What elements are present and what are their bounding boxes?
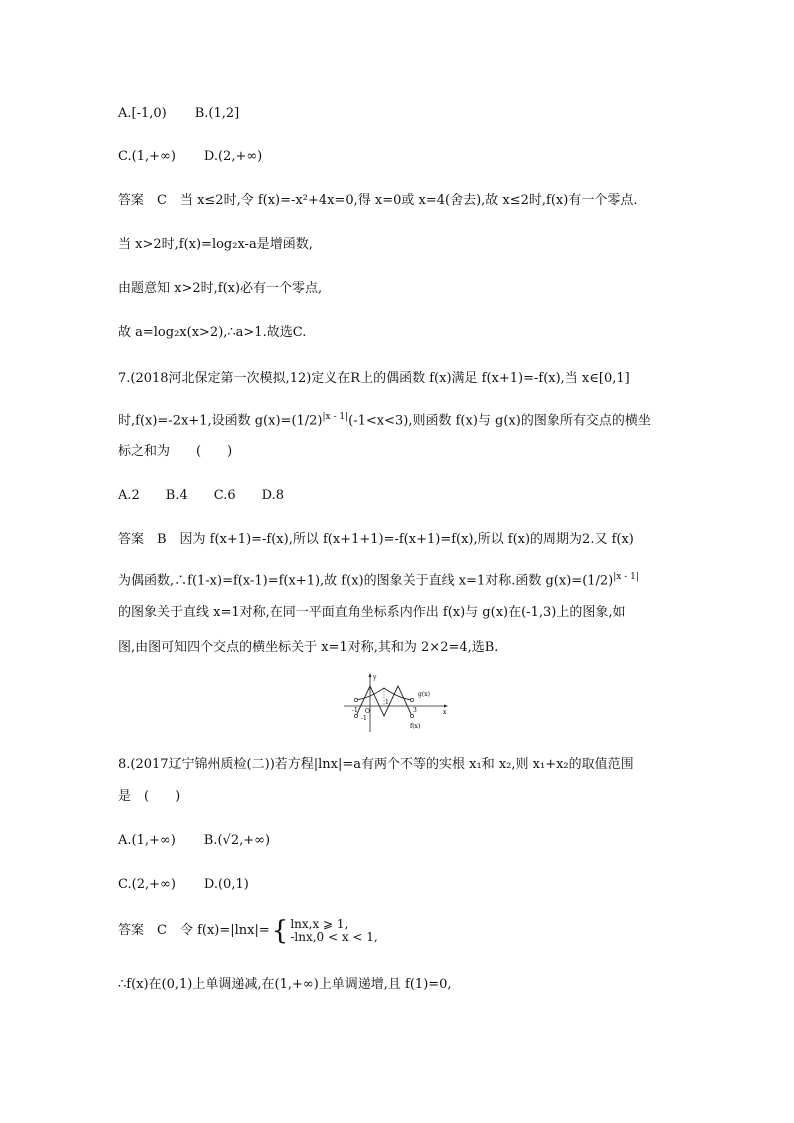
case-2: -lnx,0 < x < 1, (290, 930, 378, 944)
q7-answer-line2: 为偶函数,∴f(1-x)=f(x-1)=f(x+1),故 f(x)的图象关于直线 x=1对称.函数 $g(x)=(1/2)^{|x - 1|}$ (118, 572, 639, 589)
q6-option-d: D.(2,+∞) (203, 149, 263, 164)
q7-stem-line1: 7.(2018河北保定第一次模拟,12)定义在R上的偶函数 f(x)满足 f(x+1)=-f(x),当 x∈[0,1] (118, 371, 630, 386)
g-base-answer: (1/2) (582, 573, 614, 589)
piecewise-cases (290, 918, 377, 944)
q8-answer-line2: ∴f(x)在(0,1)上单调递减,在(1,+∞)上单调递增,且 f(1)=0, (118, 977, 452, 992)
q6-option-b: B.(1,2] (194, 106, 240, 121)
q6-answer-line1: 答案 C 当 x≤2时,令 f(x)=-x²+4x=0,得 x=0或 x=4(舍去),故 x≤2时,f(x)有一个零点. (118, 193, 638, 208)
q6-answer-line4: 故 a=log₂x(x>2),∴a>1.故选C. (118, 325, 307, 340)
q7-answer-line1: 答案 B 因为 f(x+1)=-f(x),所以 f(x+1+1)=-f(x+1)=f(x),所以 f(x)的周期为2.又 f(x) (118, 532, 634, 547)
tick-1-label: 1 (385, 699, 389, 706)
q7-answer-line4: 图,由图可知四个交点的横坐标关于 x=1对称,其和为 2×2=4,选B. (118, 640, 499, 655)
tick-neg1-label: -1 (352, 707, 358, 714)
q7-options: A.2 B.4 C.6 D.8 (118, 488, 284, 503)
f-open-left (354, 714, 357, 717)
q8-stem-line2: 是 ( ) (118, 789, 181, 804)
f-label: f(x) (410, 723, 421, 730)
tick-neg1-y-label: -1 (361, 715, 367, 722)
q7-stem-line2: 时,f(x)=-2x+1,设函数 $g(x)=(1/2)^{|x - 1|}(-1<x<3)$,则函数 f(x)与 g(x)的图象所有交点的横坐 (118, 412, 651, 429)
y-label: y (373, 674, 377, 681)
q8-option-c: C.(2,+∞) (118, 877, 176, 892)
q8-options-row2 (118, 875, 249, 895)
g-exponent: |x - 1| (322, 412, 349, 422)
q8-stem-line1: 8.(2017辽宁锦州质检(二))若方程|lnx|=a有两个不等的实根 x₁和 x₂,则 x₁+x₂的取值范围 (118, 757, 634, 772)
f-open-right (410, 714, 413, 717)
origin-label: O (365, 708, 370, 715)
g-base: (1/2) (291, 413, 323, 429)
q8-answer-line1: 答案 C 令 f(x)=|lnx|= { lnx,x ⩾ 1, -lnx,0 < x < 1, (118, 916, 378, 946)
q8-option-d: D.(0,1) (203, 877, 249, 892)
g-exponent-answer: |x - 1| (613, 572, 639, 582)
x-label: x (443, 709, 447, 716)
tick-3-label: 3 (413, 707, 417, 714)
q7-answer-line3: 的图象关于直线 x=1对称,在同一平面直角坐标系内作出 f(x)与 g(x)在(-1,3)上的图象,如 (118, 605, 626, 620)
q6-answer-line2: 当 x>2时,f(x)=log₂x-a是增函数, (118, 237, 313, 252)
g-label: g(x) (418, 691, 430, 698)
case-1: lnx,x ⩾ 1, (290, 917, 349, 931)
q7-function-graph (340, 670, 450, 736)
q8-option-a: A.(1,+∞) (118, 833, 176, 848)
x-axis-arrow (444, 705, 448, 708)
q6-option-a: A.[-1,0) (118, 106, 167, 121)
g-open-right (410, 698, 413, 701)
q8-options-row1 (118, 831, 270, 851)
g-open-left (354, 698, 357, 701)
q6-answer-line3: 由题意知 x>2时,f(x)必有一个零点, (118, 281, 323, 296)
y-axis-arrow (369, 673, 372, 677)
q8-option-b: B.(√2,+∞) (203, 833, 271, 848)
q6-option-c: C.(1,+∞) (118, 149, 176, 164)
q6-options-row1 (118, 104, 239, 124)
piecewise-brace: { (271, 916, 289, 946)
q6-options-row2 (118, 147, 262, 167)
q7-stem-line3: 标之和为 ( ) (118, 444, 233, 459)
